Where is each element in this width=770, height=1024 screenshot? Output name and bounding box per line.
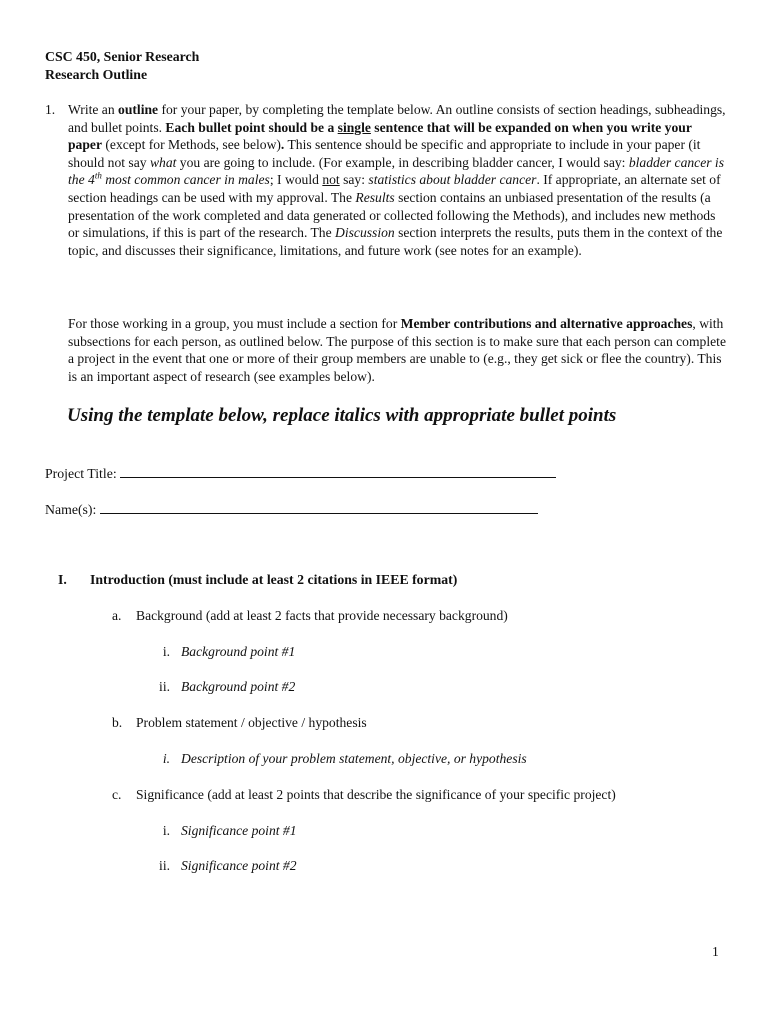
project-title-field[interactable] [45,464,556,483]
text-span: Discussion [335,225,395,241]
text-span: (except for Methods, see below) [101,137,281,153]
names-field[interactable] [45,500,538,519]
document-header [45,48,199,84]
text-span: , with subsections for each person, as outlined below. The purpose of this section is to make sure that each person can complete a project in the event that one or more of their group members are unable to (e.g., they get sick or flee the country). This is an important aspect of research (see examples below). [68,316,726,384]
page-number: 1 [712,944,719,959]
text-span: sentence that will be expanded on when you write your paper [68,119,692,153]
text-span: ; I would [269,172,323,188]
template-heading: Using the template below, replace italics with appropriate bullet points [67,405,617,426]
bullet-point: Significance point #1 [181,823,297,838]
text-span: what [149,154,177,170]
text-span: This sentence should be specific and appropriate to include in your paper (it should not say [68,137,701,170]
text-span: . If appropriate, an alternate set of section headings can be used with my approval. The [68,172,721,205]
text-span: statistics about bladder cancer [368,172,537,188]
names-label: Name(s): [45,502,97,517]
bullet-point: Description of your problem statement, objective, or hypothesis [181,751,527,766]
section-title: Introduction (must include at least 2 citations in IEEE format) [90,572,458,587]
point-label: ii. [159,858,170,873]
instruction-paragraph-2 [68,315,728,385]
point-label: i. [162,823,170,838]
instruction-paragraph-1 [68,101,728,259]
text-span: single [337,119,371,135]
text-span: . [280,137,285,153]
subsection-label: a. [112,608,122,623]
text-span: Write an [68,102,119,117]
subsection-label: b. [112,715,123,730]
instruction-item [45,101,745,391]
subsection-label: c. [112,787,122,802]
bullet-point: Background point #2 [181,679,296,694]
names-blank[interactable] [100,500,538,514]
text-span: Member contributions and alternative approaches [400,316,693,331]
text-span: not [322,172,340,188]
bullet-point: Significance point #2 [181,858,297,873]
text-span: section contains an unbiased presentation of the results (a presentation of the work completed and data generated or collected following the Methods), and includes new methods or simulations, if this is part of the research. The [68,189,716,241]
text-span: bladder cancer is the 4 [68,154,724,188]
text-span: Results [355,189,395,205]
subsection-title: Problem statement / objective / hypothesis [136,715,367,730]
subsection-title: Background (add at least 2 facts that provide necessary background) [136,608,508,623]
point-label: i. [162,644,170,659]
text-span: for your paper, by completing the template below. An outline consists of section headings, subheadings, and bullet points. [68,102,726,135]
text-span: outline [118,102,159,117]
point-label: i. [162,751,170,766]
text-span: Each bullet point should be a [165,119,338,135]
course-title: CSC 450, Senior Research [45,49,200,64]
text-span: section interprets the results, puts them in the context of the topic, and discusses their significance, limitations, and future work (see notes for an example). [68,225,723,258]
text-span: you are going to include. (For example, in describing bladder cancer, I would say: [176,154,629,170]
project-title-blank[interactable] [120,464,556,478]
bullet-point: Background point #1 [181,644,296,659]
text-span: say: [339,172,369,188]
instruction-number: 1. [45,102,56,117]
subsection-title: Significance (add at least 2 points that describe the significance of your specific project) [136,787,616,802]
point-label: ii. [159,679,170,694]
text-span: most common cancer in males [101,172,270,188]
document-title: Research Outline [45,67,148,82]
section-numeral: I. [58,572,67,587]
text-span: th [94,170,102,181]
project-title-label: Project Title: [45,466,117,481]
text-span: For those working in a group, you must include a section for [68,316,401,331]
